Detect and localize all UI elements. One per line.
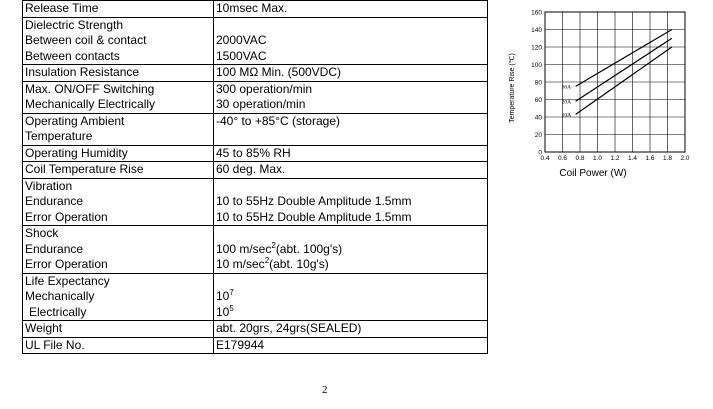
chart-svg (500, 0, 700, 185)
spec-value-text: 100 MΩ Min. (500VDC) (216, 65, 342, 79)
series-label: 30A (561, 84, 572, 91)
spec-value (216, 321, 485, 337)
spec-label: Vibration (25, 178, 73, 193)
spec-value (216, 242, 485, 258)
spec-value-text: 300 operation/min (216, 81, 313, 96)
y-axis-label: Temperature Rise (℃) (509, 53, 516, 123)
table-row (23, 321, 488, 338)
table-row (23, 337, 488, 354)
spec-value-text: 60 deg. Max. (216, 162, 286, 176)
series-line (576, 47, 672, 114)
spec-value-text: 10 (216, 304, 230, 319)
chart-grid (545, 12, 685, 152)
spec-value-cell (214, 145, 488, 162)
table-row (23, 17, 488, 65)
y-tick-label: 140 (531, 27, 542, 34)
spec-value-cell (214, 162, 488, 179)
y-tick-label: 20 (534, 132, 542, 139)
spec-label: Max. ON/OFF Switching (25, 81, 155, 96)
spec-label: Coil Temperature Rise (25, 162, 144, 176)
table-row (23, 162, 488, 179)
spec-value-tail: (abt. 100g's) (275, 241, 343, 256)
spec-value-text: 30 operation/min (216, 97, 306, 111)
spec-label: Between coil & contact (25, 33, 147, 47)
spec-value-text: -40° to +85°C (storage) (216, 113, 340, 128)
x-tick-label: 0.8 (575, 155, 585, 162)
chart-series (562, 30, 672, 119)
x-tick-label: 2.0 (680, 155, 690, 162)
spec-value-text: 2000VAC (216, 33, 267, 47)
spec-label: Release Time (25, 1, 99, 15)
table-row (23, 65, 488, 82)
spec-value-cell (214, 337, 488, 354)
spec-value-cell (214, 65, 488, 82)
y-tick-label: 120 (531, 44, 542, 52)
table-row (23, 145, 488, 162)
spec-value-text: 100 m/sec (216, 241, 272, 256)
x-tick-label: 1.8 (662, 155, 673, 162)
spec-label-cell (23, 1, 214, 18)
y-tick-label: 40 (534, 114, 542, 122)
spec-value (216, 226, 485, 242)
spec-value (216, 162, 485, 178)
temperature-rise-chart (500, 0, 700, 190)
spec-value (216, 210, 485, 226)
spec-value (216, 97, 485, 113)
spec-label: Life Expectancy (25, 273, 110, 288)
spec-value-cell (214, 273, 488, 321)
spec-label-cell (23, 337, 214, 354)
spec-label: Temperature (25, 129, 93, 143)
table-row (23, 273, 488, 321)
spec-value-cell (214, 1, 488, 18)
spec-label: Shock (25, 226, 59, 240)
x-axis-label: Coil Power (W) (559, 168, 627, 179)
series-label: 20A (561, 99, 572, 106)
spec-label-cell (23, 321, 214, 338)
spec-value (216, 338, 485, 354)
spec-label-cell (23, 226, 214, 274)
page-number: 2 (322, 384, 328, 396)
table-row (23, 178, 488, 226)
spec-label: Insulation Resistance (25, 65, 140, 79)
spec-label: Operating Humidity (25, 145, 128, 160)
spec-value (216, 257, 485, 273)
series-line (576, 30, 672, 87)
spec-value (216, 1, 485, 17)
spec-label: Endurance (25, 241, 84, 256)
spec-value (216, 114, 485, 130)
specifications-table (22, 0, 488, 354)
spec-value-text: 10 (216, 289, 230, 303)
spec-label: Dielectric Strength (25, 17, 124, 32)
spec-label: Error Operation (25, 257, 108, 271)
unit-superscript: 2 (271, 240, 276, 250)
spec-value (216, 289, 485, 305)
spec-value (216, 194, 485, 210)
spec-value-text: 10msec Max. (216, 1, 288, 15)
spec-value (216, 49, 485, 65)
spec-label: Between contacts (25, 48, 120, 63)
spec-label-cell (23, 81, 214, 113)
spec-value-tail: (abt. 10g's) (269, 257, 329, 271)
spec-value-cell (214, 321, 488, 338)
spec-label-cell (23, 145, 214, 162)
exponent-superscript: 5 (229, 303, 234, 313)
spec-label: Electrically (29, 304, 87, 319)
x-tick-label: 1.4 (627, 155, 638, 162)
spec-value (216, 33, 485, 49)
spec-value-text: 10 to 55Hz Double Amplitude 1.5mm (216, 194, 412, 208)
exponent-superscript: 7 (229, 288, 234, 297)
spec-value (216, 274, 485, 290)
spec-value-text: 1500VAC (216, 48, 267, 63)
spec-value (216, 179, 485, 195)
spec-value (216, 18, 485, 34)
x-tick-label: 1.0 (592, 155, 603, 162)
spec-value-text: 10 to 55Hz Double Amplitude 1.5mm (216, 209, 412, 224)
x-tick-label: 1.2 (610, 155, 620, 162)
table-row (23, 113, 488, 145)
spec-label: Endurance (25, 194, 84, 208)
spec-value-text: E179944 (216, 337, 265, 352)
spec-value-cell (214, 178, 488, 226)
unit-superscript: 2 (264, 256, 270, 265)
spec-label-cell (23, 17, 214, 65)
spec-label-cell (23, 113, 214, 145)
spec-value-cell (214, 81, 488, 113)
series-line (576, 38, 672, 101)
y-tick-label: 80 (534, 79, 542, 87)
spec-value (216, 305, 485, 321)
spec-value (216, 129, 485, 145)
spec-value (216, 146, 485, 162)
spec-value-cell (214, 113, 488, 145)
spec-label: Mechanically Electrically (25, 97, 156, 111)
x-tick-label: 0.4 (540, 155, 550, 162)
x-tick-label: 0.6 (557, 155, 568, 162)
spec-label-cell (23, 162, 214, 179)
table-row (23, 226, 488, 274)
spec-label: Error Operation (25, 209, 108, 224)
spec-value-text: abt. 20grs, 24grs(SEALED) (216, 321, 362, 335)
y-tick-label: 100 (531, 62, 542, 69)
spec-label-cell (23, 178, 214, 226)
spec-value (216, 82, 485, 98)
spec-label: Operating Ambient (25, 113, 125, 128)
spec-value-text: 45 to 85% RH (216, 145, 291, 160)
spec-value-cell (214, 17, 488, 65)
spec-label: UL File No. (25, 337, 85, 352)
y-tick-label: 160 (531, 9, 542, 17)
spec-label: Weight (25, 321, 63, 335)
x-tick-label: 1.6 (645, 155, 655, 162)
spec-value (216, 65, 485, 81)
table-row (23, 81, 488, 113)
y-tick-label: 0 (538, 149, 542, 157)
spec-label-cell (23, 273, 214, 321)
y-tick-label: 60 (534, 97, 542, 104)
table-row (23, 1, 488, 18)
spec-label-cell (23, 65, 214, 82)
spec-value-cell (214, 226, 488, 274)
series-label: 10A (561, 112, 572, 119)
spec-value-text: 10 m/sec (216, 257, 265, 271)
spec-label: Mechanically (25, 289, 95, 303)
